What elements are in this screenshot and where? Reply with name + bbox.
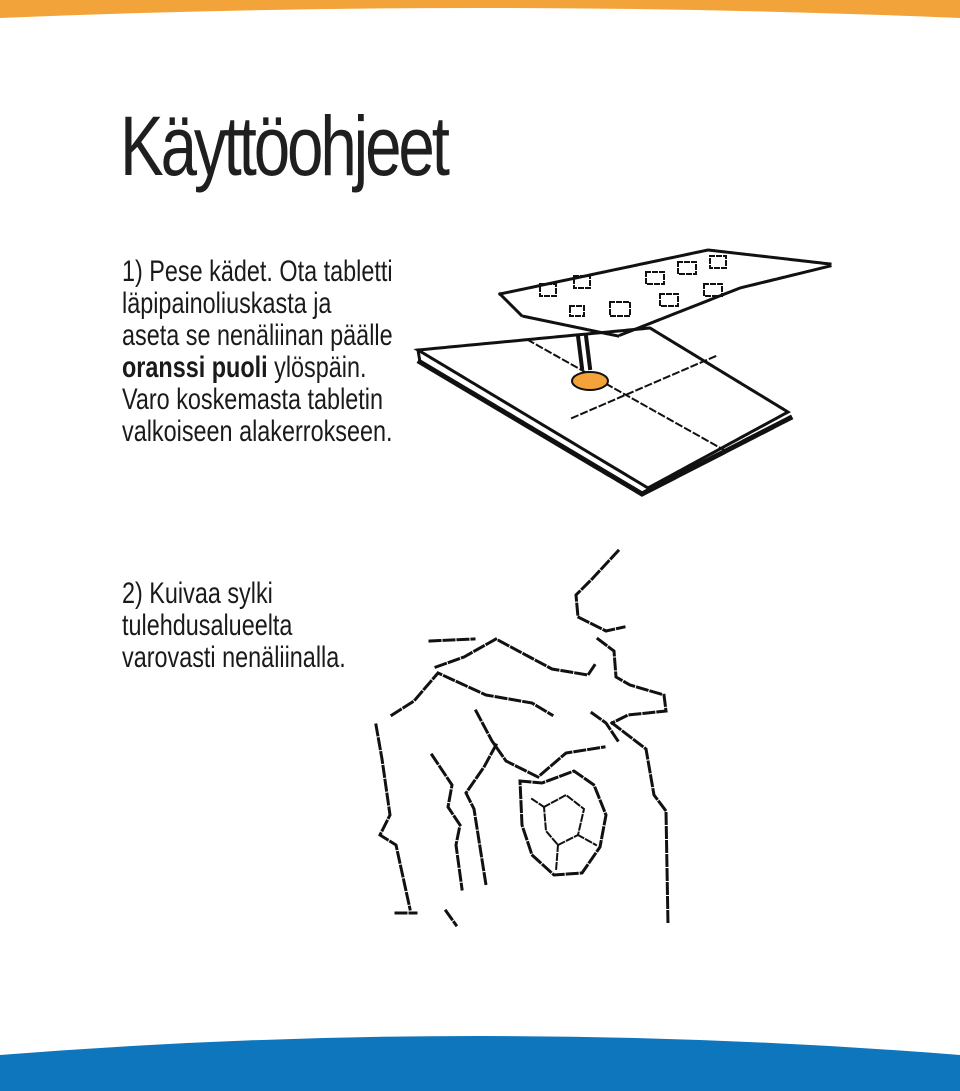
step-1-line-4-rest: ylöspäin. (267, 351, 367, 384)
page-title: Käyttöohjeet (120, 99, 447, 193)
step-1-line-3: aseta se nenäliinan päälle (122, 319, 393, 352)
bottom-blue-band (0, 1021, 960, 1091)
step-2-line-2: tulehdusalueelta (122, 609, 293, 642)
step-2-line-3: varovasti nenäliinalla. (122, 641, 346, 674)
step-1-line-2: läpipainoliuskasta ja (122, 287, 332, 320)
blister-tablet-illustration (410, 232, 842, 500)
step-1-instructions (122, 256, 393, 448)
step-1-line-5: Varo koskemasta tabletin (122, 383, 384, 416)
step-2-instructions (122, 578, 346, 674)
step-1-emphasis: oranssi puoli (122, 351, 268, 384)
drying-saliva-illustration (356, 545, 692, 935)
step-1-line-6: valkoiseen alakerrokseen. (122, 415, 393, 448)
step-1-line-4 (122, 352, 393, 384)
top-orange-band (0, 0, 960, 26)
step-2-line-1: 2) Kuivaa sylki (122, 577, 273, 610)
step-1-line-1: 1) Pese kädet. Ota tabletti (122, 255, 393, 288)
